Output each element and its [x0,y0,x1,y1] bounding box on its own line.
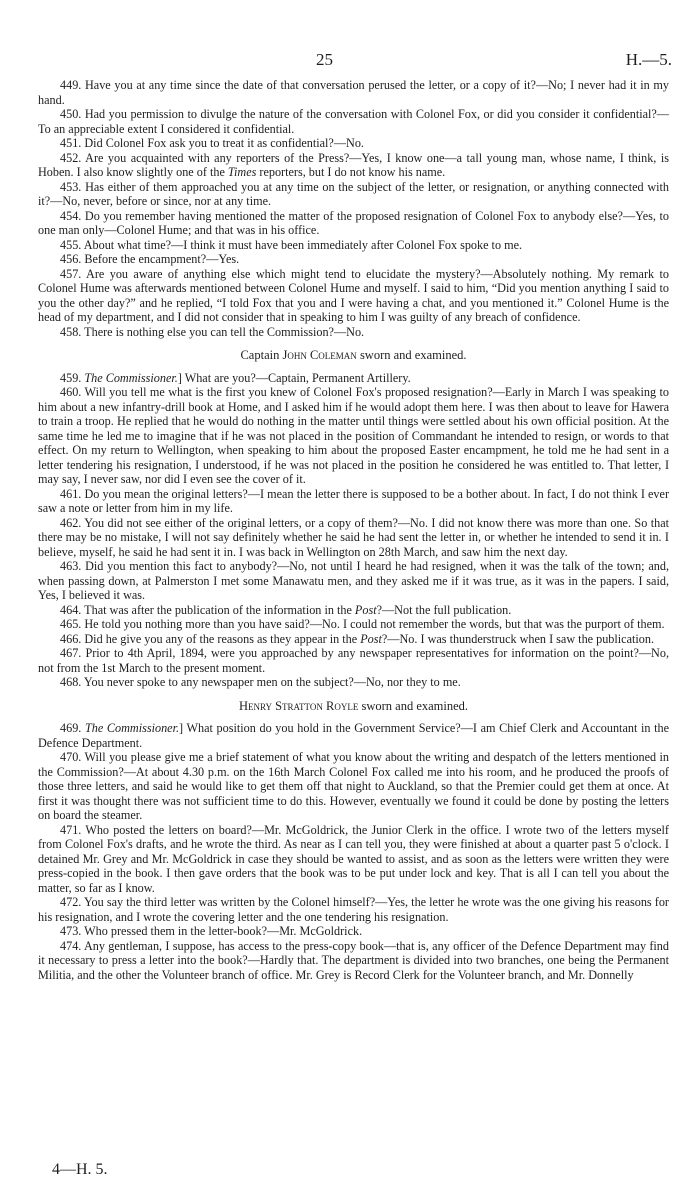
witness-name: John Coleman [282,348,357,362]
question-472: 472. You say the third letter was written by the Colonel himself?—Yes, the letter he wrote was the one giving his reasons for his resignation, and I wrote the covering letter and the one tendering his resignation. [38,895,669,924]
italic-run: Times [227,165,257,179]
question-465: 465. He told you nothing more than you have said?—No. I could not remember the words, but that was the purport of them. [60,617,665,631]
heading-prefix: Captain [240,348,283,362]
question-469 [38,721,669,750]
italic-run: The Commissioner. [84,370,178,385]
question-459 [38,371,669,386]
question-464 [38,603,669,618]
text-run: ?—Not the full publication. [376,602,512,617]
signature-mark: 4—H. 5. [52,1161,108,1178]
italic-run: Post [354,602,377,617]
heading-suffix: sworn and examined. [358,698,469,713]
question-455: 455. About what time?—I think it must have been immediately after Colonel Fox spoke to me. [60,237,523,252]
text-run: ] What position do you hold in the Government Service?—I am Chief Clerk and Accountant in the Defence Department. [38,721,669,750]
question-452 [38,151,669,180]
witness-name: Henry Stratton Royle [238,698,359,713]
text-run: 469. [60,721,85,735]
question-461: 461. Do you mean the original letters?—I mean the letter there is supposed to be a bother about. In fact, I do not think I ever saw a note or letter from him in my life. [38,486,669,515]
page-number: 25 [316,50,333,69]
text-run: ] What are you?—Captain, Permanent Artillery. [177,370,411,385]
witness-heading [38,348,669,363]
document-reference: H.—5. [625,50,672,69]
text-run: 452. Are you acquainted with any reporters of the Press?—Yes, I know one—a tall young man, whose name, I think, is Hoben. I also know slightly one of the [38,150,669,179]
question-458: 458. There is nothing else you can tell the Commission?—No. [60,324,365,339]
witness-heading [38,699,669,714]
question-451: 451. Did Colonel Fox ask you to treat it as confidential?—No. [60,136,364,150]
italic-run: The Commissioner. [84,721,180,735]
question-467: 467. Prior to 4th April, 1894, were you approached by any newspaper representatives for information on the point?—No, not from the 1st March to the present moment. [38,646,669,675]
text-run: reporters, but I do not know his name. [256,165,446,179]
question-468: 468. You never spoke to any newspaper men on the subject?—No, nor they to me. [60,675,461,689]
document-body [38,78,669,982]
question-466 [38,632,669,647]
text-run: 464. That was after the publication of the information in the [60,602,355,617]
question-454: 454. Do you remember having mentioned the matter of the proposed resignation of Colonel Fox to anybody else?—Yes, to one man only—Colonel Hume; and that was in his office. [38,208,669,237]
question-450: 450. Had you permission to divulge the nature of the conversation with Colonel Fox, or did you consider it confidential?—To an appreciable extent I considered it confidential. [38,107,669,136]
question-460: 460. Will you tell me what is the first you knew of Colonel Fox's proposed resignation?—Early in March I was speaking to him about a new infantry-drill book at Home, and I asked him if he would adopt them here. I was then about to leave for Hawera to train a troop. He replied that he would do nothing in the matter until things were settled about his own official position. At the same time he led me to imagine that if he was not placed in the position of Commandant he intended to resign, or words to that effect. On my return to Wellington, when speaking to him about the proposed Easter encampment, he told me he had sent in a letter tendering his resignation, I understood, if he was not placed in the position he considered he was entitled to. That letter, I may say, I never saw, nor did I even see the cover of it. [38,385,669,486]
question-449: 449. Have you at any time since the date of that conversation perused the letter, or a copy of it?—No; I never had it in my hand. [38,78,669,107]
question-470: 470. Will you please give me a brief statement of what you know about the writing and despatch of the letters mentioned in the Commission?—At about 4.30 p.m. on the 16th March Colonel Fox called me into his room, and he produced the proofs of those three letters, and said he would like to get them off that night to Auckland, so that the Premier could get them at once. At first it was thought there was not sufficient time to do this. However, eventually we found it could be done by posting the letters on board the steamer. [38,750,669,822]
text-run: 466. Did he give you any of the reasons as they appear in the [60,631,361,646]
text-run: 459. [60,370,85,385]
question-462: 462. You did not see either of the original letters, or a copy of them?—No. I did not know there was more than one. So that there may be no mistake, I will not say definitely whether he said he had sent the letter in, or whether he intended to send it in. I believe, myself, he said he had sent it in. I was back in Wellington on 28th March, and saw him the next day. [38,515,669,559]
question-457: 457. Are you aware of anything else which might tend to elucidate the mystery?—Absolutely nothing. My remark to Colonel Hume was afterwards mentioned between Colonel Hume and myself. I said to him, “Did you mention anything I said to you the other day?” and he replied, “I told Fox that you and I were having a chat, and you mentioned it.” Colonel Hume is the head of my department, and I did not consider that in speaking to him I was guilty of any breach of confidence. [38,266,669,324]
question-471: 471. Who posted the letters on board?—Mr. McGoldrick, the Junior Clerk in the office. I wrote two of the letters myself from Colonel Fox's drafts, and he wrote the third. As near as I can tell you, they were finished at about a quarter past 5 o'clock. I detained Mr. Grey and Mr. McGoldrick in case they should be wanted to assist, and as soon as the letters were written they were press-copied in the book. I then gave orders that the book was to be put under lock and key. That is all I can tell you about the matter, so far as I know. [38,822,669,895]
italic-run: Post [360,631,382,646]
question-474: 474. Any gentleman, I suppose, has access to the press-copy book—that is, any officer of the Defence Department may find it necessary to press a letter into the book?—Hardly that. The department is divided into two branches, one being the Permanent Militia, and the other the Volunteer branch of office. Mr. Grey is Record Clerk for the Volunteer branch, and Mr. Donnelly [38,938,669,982]
text-run: ?—No. I was thunderstruck when I saw the publication. [381,631,654,646]
question-453: 453. Has either of them approached you at any time on the subject of the letter, or resignation, or anything connected with it?—No, never, before or since, nor at any time. [38,179,669,208]
heading-suffix: sworn and examined. [356,348,467,362]
question-463: 463. Did you mention this fact to anybody?—No, not until I heard he had resigned, when it was the talk of the town; and, when passing down, at Palmerston I met some Manawatu men, and they asked me if it was true, as it was in the papers. I said, Yes, I believed it was. [38,559,669,602]
question-473: 473. Who pressed them in the letter-book?—Mr. McGoldrick. [60,924,363,938]
question-456: 456. Before the encampment?—Yes. [60,252,240,266]
